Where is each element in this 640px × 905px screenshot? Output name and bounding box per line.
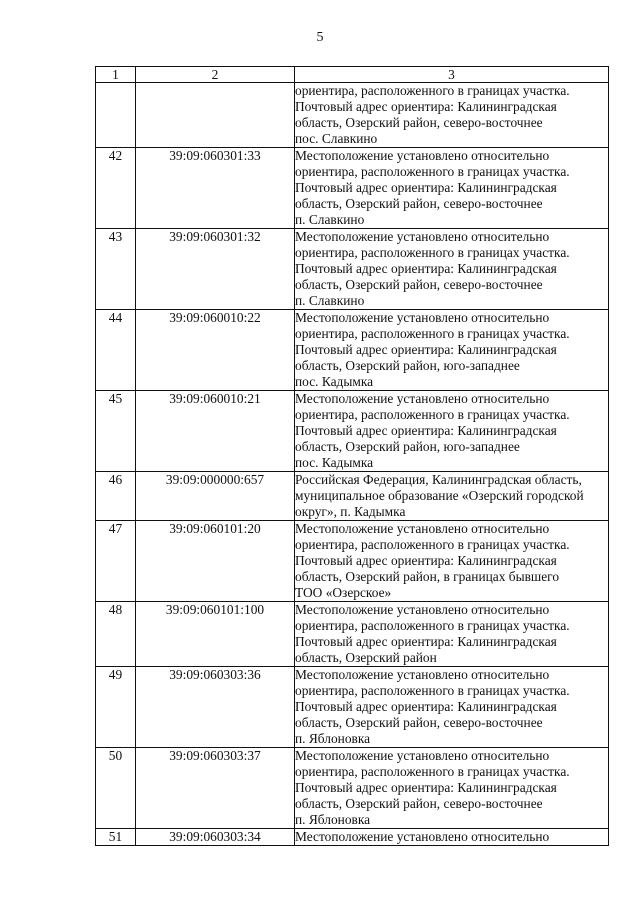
cadastral-number: 39:09:060303:37 — [136, 748, 295, 829]
table-row — [96, 83, 609, 148]
row-number: 45 — [96, 391, 136, 472]
row-number: 50 — [96, 748, 136, 829]
table-header-row — [96, 67, 609, 83]
column-header-cadastral: 2 — [136, 67, 295, 83]
cadastral-number: 39:09:060301:32 — [136, 229, 295, 310]
cadastral-number — [136, 83, 295, 148]
page-number: 5 — [316, 30, 324, 45]
table-row — [96, 391, 609, 472]
table-row — [96, 472, 609, 521]
table-row — [96, 602, 609, 667]
row-number: 51 — [96, 829, 136, 846]
cadastral-number: 39:09:060101:20 — [136, 521, 295, 602]
location-description: Местоположение установлено относительно ориентира, расположенного в границах участка. Почтовый адрес ориентира: Калининградская область, Озерский район, юго-западнее пос. Кадымка — [295, 391, 609, 472]
row-number: 47 — [96, 521, 136, 602]
cadastral-number: 39:09:060101:100 — [136, 602, 295, 667]
location-description: ориентира, расположенного в границах участка. Почтовый адрес ориентира: Калининградская область, Озерский район, северо-восточнее пос. Славкино — [295, 83, 609, 148]
cadastral-number: 39:09:000000:657 — [136, 472, 295, 521]
cadastral-number: 39:09:060010:21 — [136, 391, 295, 472]
row-number: 43 — [96, 229, 136, 310]
column-header-description: 3 — [295, 67, 609, 83]
table-row — [96, 310, 609, 391]
cadastral-number: 39:09:060010:22 — [136, 310, 295, 391]
location-description: Местоположение установлено относительно ориентира, расположенного в границах участка. Почтовый адрес ориентира: Калининградская область, Озерский район, северо-восточнее п. Славкино — [295, 229, 609, 310]
location-description: Местоположение установлено относительно ориентира, расположенного в границах участка. Почтовый адрес ориентира: Калининградская область, Озерский район, в границах бывшего ТОО «Озерское» — [295, 521, 609, 602]
location-description: Местоположение установлено относительно ориентира, расположенного в границах участка. Почтовый адрес ориентира: Калининградская область, Озерский район, северо-восточнее п. Яблоновка — [295, 748, 609, 829]
row-number: 49 — [96, 667, 136, 748]
table-row — [96, 521, 609, 602]
row-number — [96, 83, 136, 148]
location-description: Местоположение установлено относительно ориентира, расположенного в границах участка. Почтовый адрес ориентира: Калининградская область, Озерский район, северо-восточнее п. Славкино — [295, 148, 609, 229]
column-header-number: 1 — [96, 67, 136, 83]
cadastral-number: 39:09:060303:34 — [136, 829, 295, 846]
row-number: 46 — [96, 472, 136, 521]
row-number: 48 — [96, 602, 136, 667]
row-number: 42 — [96, 148, 136, 229]
location-description: Местоположение установлено относительно ориентира, расположенного в границах участка. Почтовый адрес ориентира: Калининградская область, Озерский район, юго-западнее пос. Кадымка — [295, 310, 609, 391]
location-description: Местоположение установлено относительно — [295, 829, 609, 846]
table-row — [96, 829, 609, 846]
location-description: Местоположение установлено относительно ориентира, расположенного в границах участка. Почтовый адрес ориентира: Калининградская область, Озерский район, северо-восточнее п. Яблоновка — [295, 667, 609, 748]
table-row — [96, 229, 609, 310]
land-parcel-table — [95, 66, 609, 846]
table-row — [96, 667, 609, 748]
cadastral-number: 39:09:060303:36 — [136, 667, 295, 748]
location-description: Местоположение установлено относительно ориентира, расположенного в границах участка. Почтовый адрес ориентира: Калининградская область, Озерский район — [295, 602, 609, 667]
cadastral-number: 39:09:060301:33 — [136, 148, 295, 229]
table-row — [96, 748, 609, 829]
location-description: Российская Федерация, Калининградская область, муниципальное образование «Озерский городской округ», п. Кадымка — [295, 472, 609, 521]
table-row — [96, 148, 609, 229]
row-number: 44 — [96, 310, 136, 391]
